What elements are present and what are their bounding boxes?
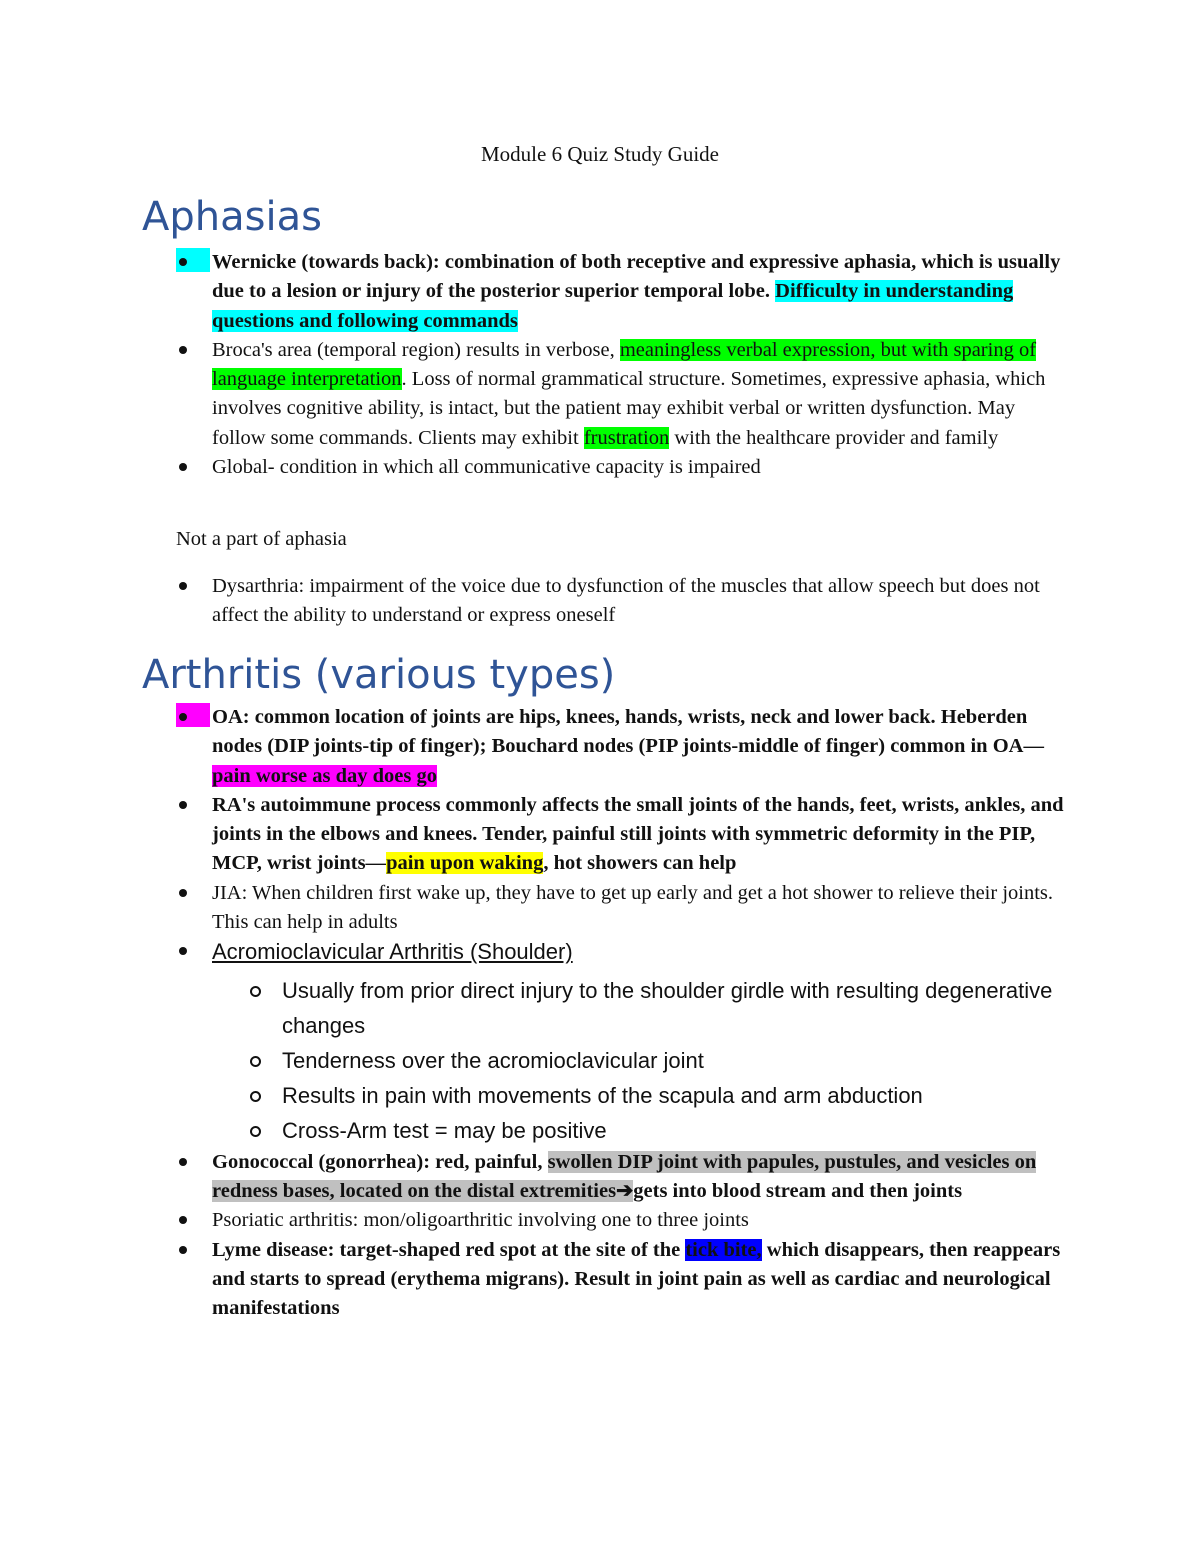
list-item: [176, 453, 1066, 482]
bullet-icon: [176, 1148, 210, 1172]
sub-list-item: Cross-Arm test = may be positive: [212, 1113, 1066, 1148]
highlighted-text: pain upon waking: [386, 852, 544, 875]
bullet-icon: [176, 791, 210, 815]
non-aphasia-list: [176, 572, 1066, 631]
bullet-icon: [176, 336, 210, 360]
bullet-icon: [176, 572, 210, 596]
bullet-icon: [176, 937, 210, 961]
sub-list-item: Tenderness over the acromioclavicular joint: [212, 1043, 1066, 1078]
list-item: [176, 937, 1066, 1147]
bullet-icon: [176, 248, 210, 272]
list-item: [176, 1206, 1066, 1235]
item-text: , hot showers can help: [543, 852, 737, 875]
highlighted-text: meaningless verbal expression, but with sparing of language interpretation: [212, 338, 1037, 391]
list-item: [176, 1236, 1066, 1324]
item-text: Wernicke (towards back): combination of both receptive and expressive aphasia, which is usually due to a lesion or injury of the posterior superior temporal lobe.: [212, 251, 1061, 303]
bullet-icon: [176, 879, 210, 903]
list-item: [176, 336, 1066, 453]
bullet-icon: [176, 1206, 210, 1230]
item-text: Dysarthria: impairment of the voice due to dysfunction of the muscles that allow speech but does not affect the ability to understand or express oneself: [212, 575, 1040, 627]
highlighted-text: swollen DIP joint with papules, pustules, and vesicles on redness bases, located on the distal extremities: [212, 1150, 1037, 1202]
list-item: [176, 572, 1066, 631]
aphasia-list: [176, 248, 1066, 482]
item-text: OA: common location of joints are hips, knees, hands, wrists, neck and lower back. Heberden nodes (DIP joints-tip of finger); Bouchard nodes (PIP joints-middle of finger) common in OA—: [212, 706, 1044, 758]
highlighted-text: ➔: [616, 1179, 634, 1202]
item-text: JIA: When children first wake up, they have to get up early and get a hot shower to relieve their joints. This can help in adults: [212, 881, 1054, 934]
item-text: with the healthcare provider and family: [669, 426, 999, 449]
list-item: [176, 879, 1066, 938]
document-title: Module 6 Quiz Study Guide: [481, 142, 719, 166]
item-text: which disappears, then reappears and starts to spread (erythema migrans). Result in joint pain as well as cardiac and neurological manifestations: [212, 1238, 1061, 1320]
highlighted-text: pain worse as day does go: [212, 764, 437, 787]
note-not-aphasia: Not a part of aphasia: [176, 528, 347, 550]
sub-list-item: Usually from prior direct injury to the shoulder girdle with resulting degenerative changes: [212, 973, 1066, 1043]
sub-list: [212, 973, 1066, 1148]
bullet-icon: [176, 1236, 210, 1260]
sub-list-item: Results in pain with movements of the scapula and arm abduction: [212, 1078, 1066, 1113]
item-text: Lyme disease: target-shaped red spot at the site of the: [212, 1238, 686, 1261]
item-text: . Loss of normal grammatical structure. Sometimes, expressive aphasia, which involves cognitive ability, is intact, but the patient may exhibit verbal or written dysfunction. May follow some commands. Clients may exhibit: [212, 368, 1046, 449]
arthritis-list: [176, 703, 1066, 1323]
heading-aphasias: Aphasias: [142, 194, 322, 240]
bullet-icon: [176, 703, 210, 727]
item-text: Acromioclavicular Arthritis (Shoulder): [212, 939, 573, 965]
item-text: RA's autoimmune process commonly affects the small joints of the hands, feet, wrists, ankles, and joints in the elbows and knees. Tender, painful still joints with symmetric deformity in the PIP, MCP, wrist joints—: [212, 793, 1064, 875]
heading-arthritis: Arthritis (various types): [142, 652, 616, 698]
item-text: Gonococcal (gonorrhea): red, painful,: [212, 1150, 548, 1173]
item-text: Global- condition in which all communicative capacity is impaired: [212, 456, 761, 479]
item-text: Psoriatic arthritis: mon/oligoarthritic involving one to three joints: [212, 1209, 749, 1232]
highlighted-text: frustration: [583, 426, 670, 449]
highlighted-text: tick bite,: [685, 1238, 762, 1261]
list-item: [176, 703, 1066, 791]
list-item: [176, 248, 1066, 336]
list-item: [176, 791, 1066, 879]
list-item: [176, 1148, 1066, 1207]
item-text: gets into blood stream and then joints: [633, 1179, 963, 1202]
item-text: Broca's area (temporal region) results in verbose,: [212, 338, 620, 361]
bullet-icon: [176, 453, 210, 477]
highlighted-text: Difficulty in understanding questions and following commands: [212, 280, 1014, 332]
